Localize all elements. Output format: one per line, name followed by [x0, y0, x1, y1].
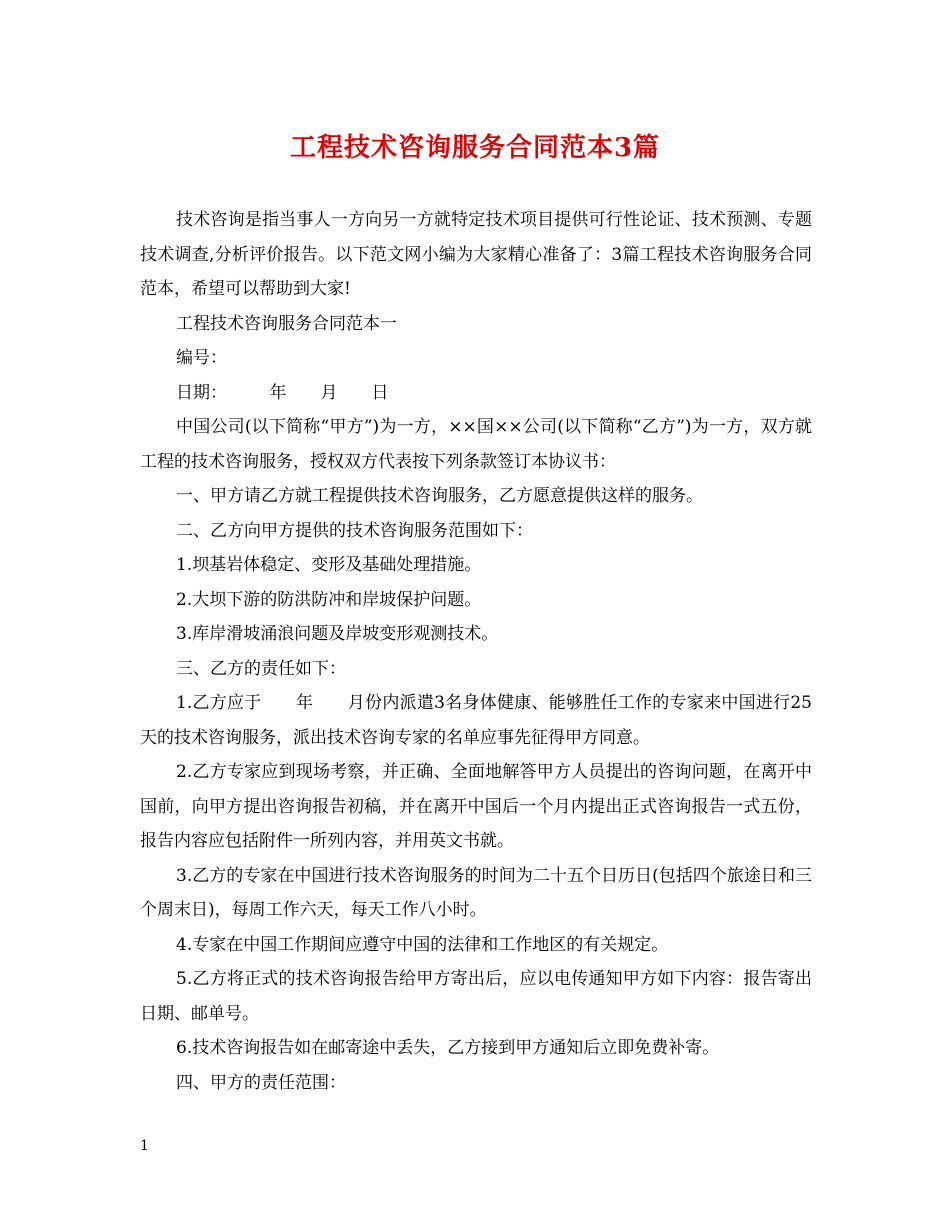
paragraph-clause-3-item-3: 3.乙方的专家在中国进行技术咨询服务的时间为二十五个日历日(包括四个旅途日和三个周末日)，每周工作六天，每天工作八小时。	[140, 865, 812, 920]
paragraph-clause-3-item-5: 5.乙方将正式的技术咨询报告给甲方寄出后，应以电传通知甲方如下内容：报告寄出日期、邮单号。	[140, 969, 812, 1024]
paragraph-clause-2: 二、乙方向甲方提供的技术咨询服务范围如下：	[176, 520, 533, 541]
paragraph-clause-2-item-3: 3.库岸滑坡涌浪问题及岸坡变形观测技术。	[176, 624, 499, 644]
paragraph-clause-2-item-1: 1.坝基岩体稳定、变形及基础处理措施。	[176, 555, 482, 575]
paragraph-clause-3: 三、乙方的责任如下：	[176, 658, 346, 679]
paragraph-clause-3-item-2: 2.乙方专家应到现场考察，并正确、全面地解答甲方人员提出的咨询问题，在离开中国前，向甲方提出咨询报告初稿，并在离开中国后一个月内提出正式咨询报告一式五份，报告内容应包括附件一所列内容，并用英文书就。	[140, 762, 812, 851]
page-number: 1	[140, 1138, 149, 1154]
paragraph-clause-3-item-6: 6.技术咨询报告如在邮寄途中丢失，乙方接到甲方通知后立即免费补寄。	[176, 1038, 720, 1058]
document-title: 工程技术咨询服务合同范本3篇	[289, 133, 661, 163]
paragraph-clause-1: 一、甲方请乙方就工程提供技术咨询服务，乙方愿意提供这样的服务。	[176, 486, 703, 506]
paragraph-clause-3-item-1: 1.乙方应于 年 月份内派遣3名身体健康、能够胜任工作的专家来中国进行25天的技术咨询服务，派出技术咨询专家的名单应事先征得甲方同意。	[140, 693, 812, 748]
document-body	[140, 203, 812, 1100]
paragraph-clause-3-item-4: 4.专家在中国工作期间应遵守中国的法律和工作地区的有关规定。	[176, 934, 669, 955]
paragraph-date-field: 日期： 年 月 日	[176, 382, 389, 403]
paragraph-contract-heading: 工程技术咨询服务合同范本一	[176, 313, 397, 334]
paragraph-clause-4: 四、甲方的责任范围：	[176, 1072, 346, 1093]
paragraph-intro: 技术咨询是指当事人一方向另一方就特定技术项目提供可行性论证、技术预测、专题技术调查,分析评价报告。以下范文网小编为大家精心准备了：3篇工程技术咨询服务合同范本，希望可以帮助到大家!	[140, 210, 812, 299]
paragraph-number-field: 编号：	[176, 348, 227, 368]
paragraph-clause-2-item-2: 2.大坝下游的防洪防冲和岸坡保护问题。	[176, 589, 482, 610]
paragraph-parties: 中国公司(以下简称“甲方”)为一方，××国××公司(以下简称“乙方”)为一方，双方就工程的技术咨询服务，授权双方代表按下列条款签订本协议书：	[140, 417, 812, 472]
